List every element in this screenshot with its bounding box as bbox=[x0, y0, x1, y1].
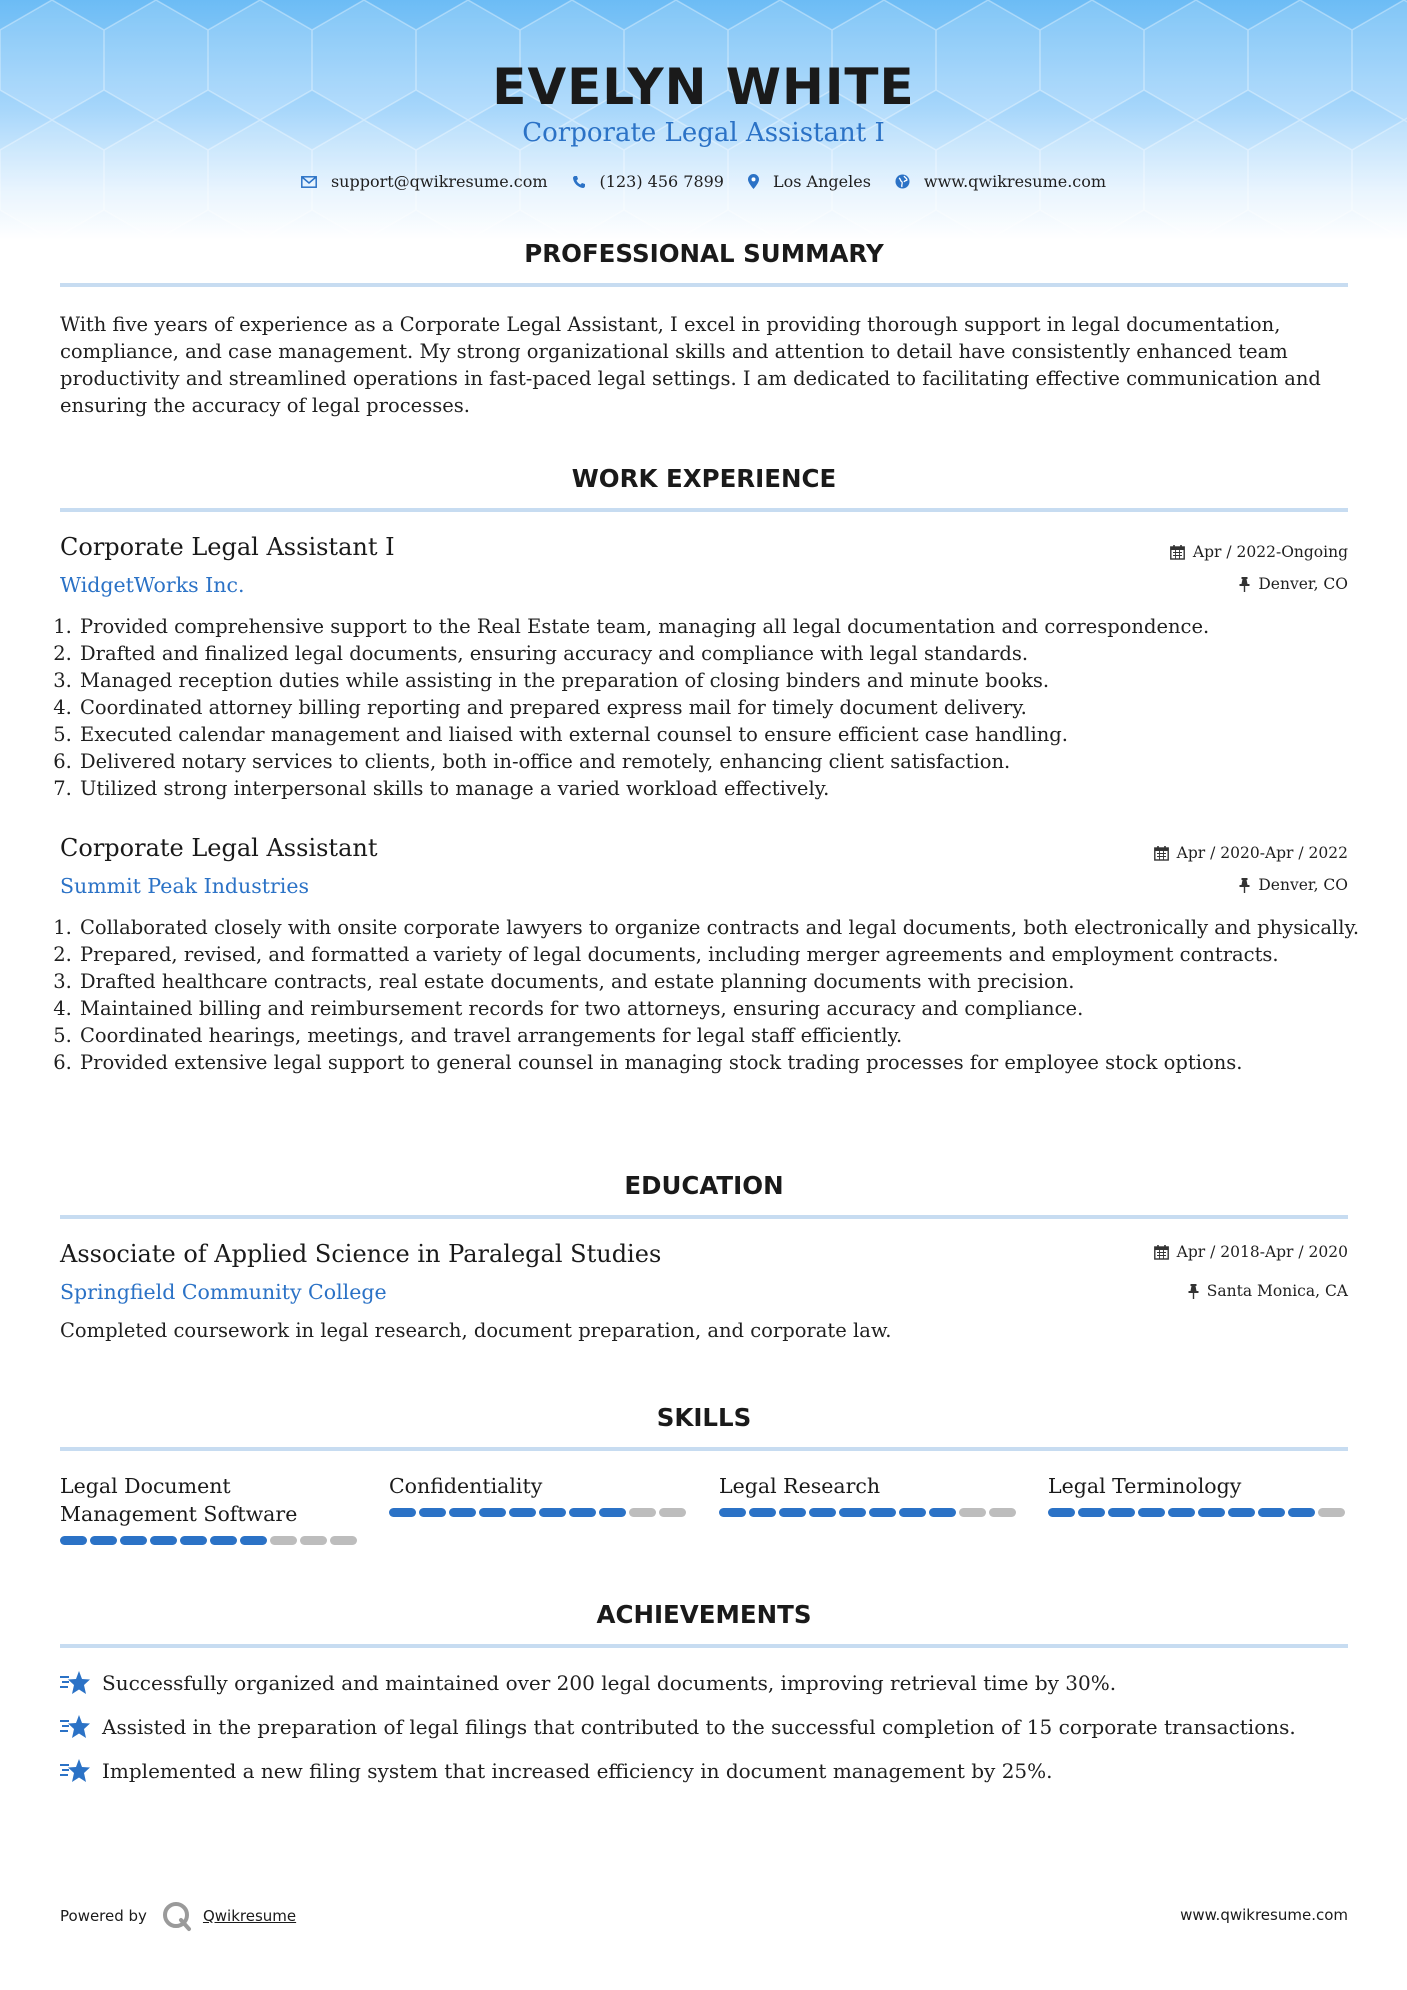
skill-level-segment bbox=[869, 1508, 896, 1517]
skill-level-segment bbox=[719, 1508, 746, 1517]
skill-level-segment bbox=[779, 1508, 806, 1517]
contact-location bbox=[748, 172, 871, 191]
contact-bar bbox=[0, 172, 1407, 191]
job-location-text: Denver, CO bbox=[1258, 876, 1348, 894]
skill-level-segment bbox=[1108, 1508, 1135, 1517]
job-location bbox=[1239, 575, 1348, 593]
job-bullet: 5. Coordinated hearings, meetings, and travel arrangements for legal staff efficiently. bbox=[78, 1022, 1368, 1049]
skill-level-segment bbox=[1048, 1508, 1075, 1517]
job-dates bbox=[1170, 543, 1348, 561]
skill-level-segment bbox=[1168, 1508, 1195, 1517]
experience-heading: WORK EXPERIENCE bbox=[571, 464, 837, 493]
skill-level-segment bbox=[90, 1536, 117, 1545]
achievement-text: Assisted in the preparation of legal filings that contributed to the successful completion of 15 corporate transactions. bbox=[102, 1715, 1296, 1739]
skill-name: Legal Terminology bbox=[1048, 1474, 1242, 1498]
job-bullet: 4. Maintained billing and reimbursement records for two attorneys, ensuring accuracy and compliance. bbox=[78, 995, 1368, 1022]
skill-level-segment bbox=[1258, 1508, 1285, 1517]
skill-level-segment bbox=[240, 1536, 267, 1545]
star-icon bbox=[60, 1758, 90, 1784]
skill-item bbox=[60, 1472, 360, 1545]
skill-level-segment bbox=[569, 1508, 596, 1517]
skill-name: Confidentiality bbox=[389, 1474, 543, 1498]
skill-level-bar bbox=[1048, 1508, 1348, 1517]
globe-icon bbox=[895, 174, 910, 189]
company-name: WidgetWorks Inc. bbox=[60, 573, 245, 597]
job-title: Corporate Legal Assistant I bbox=[60, 533, 395, 561]
job-title: Corporate Legal Assistant bbox=[60, 834, 378, 862]
job-bullet: 7. Utilized strong interpersonal skills to manage a varied workload effectively. bbox=[78, 775, 1368, 802]
skill-level-segment bbox=[1138, 1508, 1165, 1517]
skill-item bbox=[1048, 1472, 1348, 1517]
achievements-heading: ACHIEVEMENTS bbox=[596, 1600, 812, 1629]
section-divider bbox=[60, 508, 1348, 512]
skill-level-segment bbox=[330, 1536, 357, 1545]
section-divider bbox=[60, 1215, 1348, 1219]
job-bullet: 2. Prepared, revised, and formatted a variety of legal documents, including merger agreements and employment contracts. bbox=[78, 941, 1368, 968]
skill-level-segment bbox=[1078, 1508, 1105, 1517]
pushpin-icon bbox=[1239, 577, 1250, 592]
job-dates bbox=[1154, 844, 1348, 862]
skill-level-segment bbox=[210, 1536, 237, 1545]
contact-email[interactable] bbox=[301, 172, 548, 191]
calendar-icon bbox=[1154, 1245, 1169, 1260]
skill-level-bar bbox=[719, 1508, 1019, 1517]
location-text: Los Angeles bbox=[772, 172, 871, 191]
job-bullet: 1. Collaborated closely with onsite corporate lawyers to organize contracts and legal documents, both electronically and physically. bbox=[78, 914, 1368, 941]
skill-level-segment bbox=[959, 1508, 986, 1517]
footer-website[interactable]: www.qwikresume.com bbox=[1180, 1906, 1348, 1924]
skill-level-segment bbox=[1318, 1508, 1345, 1517]
candidate-title: Corporate Legal Assistant I bbox=[522, 118, 885, 148]
achievement-text: Successfully organized and maintained over 200 legal documents, improving retrieval time by 30%. bbox=[102, 1671, 1117, 1695]
skill-level-segment bbox=[389, 1508, 416, 1517]
skill-level-segment bbox=[479, 1508, 506, 1517]
website-text: www.qwikresume.com bbox=[923, 172, 1107, 191]
skill-level-segment bbox=[419, 1508, 446, 1517]
resume-header bbox=[0, 0, 1407, 240]
job-bullet: 1. Provided comprehensive support to the Real Estate team, managing all legal documentation and correspondence. bbox=[78, 613, 1368, 640]
calendar-icon bbox=[1170, 545, 1185, 560]
skill-level-segment bbox=[659, 1508, 686, 1517]
education-location bbox=[1188, 1282, 1348, 1300]
skill-name: Legal Document Management Software bbox=[60, 1474, 298, 1526]
contact-website[interactable] bbox=[895, 172, 1106, 191]
skill-level-segment bbox=[300, 1536, 327, 1545]
job-dates-text: Apr / 2020-Apr / 2022 bbox=[1176, 844, 1348, 862]
skill-level-segment bbox=[120, 1536, 147, 1545]
phone-icon bbox=[572, 175, 586, 189]
job-bullet: 5. Executed calendar management and liaised with external counsel to ensure efficient case handling. bbox=[78, 721, 1368, 748]
job-bullet: 2. Drafted and finalized legal documents, ensuring accuracy and compliance with legal standards. bbox=[78, 640, 1368, 667]
achievement-item bbox=[60, 1758, 1350, 1784]
footer-powered-by bbox=[60, 1900, 296, 1932]
phone-text: (123) 456 7899 bbox=[599, 172, 724, 191]
summary-text: With five years of experience as a Corporate Legal Assistant, I excel in providing thorough support in legal documentation, compliance, and case management. My strong organizational skills and attention to detail have consistently enhanced team productivity and streamlined operations in fast-paced legal settings. I am dedicated to facilitating effective communication and ensuring the accuracy of legal processes. bbox=[60, 313, 1321, 417]
skill-name: Legal Research bbox=[719, 1474, 881, 1498]
envelope-icon bbox=[301, 176, 317, 188]
skill-level-segment bbox=[270, 1536, 297, 1545]
skill-level-segment bbox=[629, 1508, 656, 1517]
section-divider bbox=[60, 1644, 1348, 1648]
star-icon bbox=[60, 1714, 90, 1740]
job-bullet: 6. Provided extensive legal support to general counsel in managing stock trading processes for employee stock options. bbox=[78, 1049, 1368, 1076]
achievement-item bbox=[60, 1670, 1350, 1696]
skill-level-segment bbox=[449, 1508, 476, 1517]
education-dates-text: Apr / 2018-Apr / 2020 bbox=[1176, 1243, 1348, 1261]
school-name: Springfield Community College bbox=[60, 1280, 387, 1304]
skill-level-segment bbox=[1288, 1508, 1315, 1517]
job-bullets bbox=[60, 914, 1368, 1076]
section-divider bbox=[60, 283, 1348, 287]
company-name: Summit Peak Industries bbox=[60, 874, 309, 898]
job-bullets bbox=[60, 613, 1368, 802]
skill-level-bar bbox=[389, 1508, 689, 1517]
skill-level-segment bbox=[60, 1536, 87, 1545]
education-location-text: Santa Monica, CA bbox=[1206, 1282, 1348, 1300]
skill-level-segment bbox=[1198, 1508, 1225, 1517]
skills-heading: SKILLS bbox=[656, 1403, 752, 1432]
email-text: support@qwikresume.com bbox=[330, 172, 548, 191]
job-bullet: 6. Delivered notary services to clients, both in-office and remotely, enhancing client satisfaction. bbox=[78, 748, 1368, 775]
qwikresume-logo-icon bbox=[161, 1900, 193, 1932]
pushpin-icon bbox=[1239, 878, 1250, 893]
job-bullet: 3. Managed reception duties while assisting in the preparation of closing binders and minute books. bbox=[78, 667, 1368, 694]
skill-level-segment bbox=[1228, 1508, 1255, 1517]
map-marker-icon bbox=[748, 174, 759, 189]
job-bullet: 3. Drafted healthcare contracts, real estate documents, and estate planning documents with precision. bbox=[78, 968, 1368, 995]
skill-level-segment bbox=[899, 1508, 926, 1517]
skill-level-segment bbox=[989, 1508, 1016, 1517]
contact-phone[interactable] bbox=[572, 172, 724, 191]
skill-level-segment bbox=[150, 1536, 177, 1545]
job-location bbox=[1239, 876, 1348, 894]
skill-level-segment bbox=[180, 1536, 207, 1545]
achievement-text: Implemented a new filing system that increased efficiency in document management by 25%. bbox=[102, 1759, 1053, 1783]
skill-item bbox=[719, 1472, 1019, 1517]
calendar-icon bbox=[1154, 846, 1169, 861]
skill-level-segment bbox=[599, 1508, 626, 1517]
skill-level-segment bbox=[749, 1508, 776, 1517]
job-bullet: 4. Coordinated attorney billing reporting and prepared express mail for timely document delivery. bbox=[78, 694, 1368, 721]
brand-link[interactable]: Qwikresume bbox=[202, 1907, 297, 1925]
section-divider bbox=[60, 1447, 1348, 1451]
candidate-name: EVELYN WHITE bbox=[492, 58, 915, 116]
skill-level-segment bbox=[929, 1508, 956, 1517]
powered-by-text: Powered by bbox=[60, 1907, 147, 1925]
education-dates bbox=[1154, 1243, 1348, 1261]
skill-level-bar bbox=[60, 1536, 360, 1545]
degree-title: Associate of Applied Science in Paralegal Studies bbox=[60, 1240, 662, 1268]
star-icon bbox=[60, 1670, 90, 1696]
achievement-item bbox=[60, 1714, 1350, 1740]
skill-item bbox=[389, 1472, 689, 1517]
pushpin-icon bbox=[1188, 1284, 1199, 1299]
skill-level-segment bbox=[539, 1508, 566, 1517]
summary-heading: PROFESSIONAL SUMMARY bbox=[524, 239, 884, 268]
education-heading: EDUCATION bbox=[624, 1171, 784, 1200]
education-description: Completed coursework in legal research, document preparation, and corporate law. bbox=[60, 1319, 892, 1342]
skill-level-segment bbox=[839, 1508, 866, 1517]
job-dates-text: Apr / 2022-Ongoing bbox=[1192, 543, 1348, 561]
skill-level-segment bbox=[809, 1508, 836, 1517]
job-location-text: Denver, CO bbox=[1258, 575, 1348, 593]
skill-level-segment bbox=[509, 1508, 536, 1517]
